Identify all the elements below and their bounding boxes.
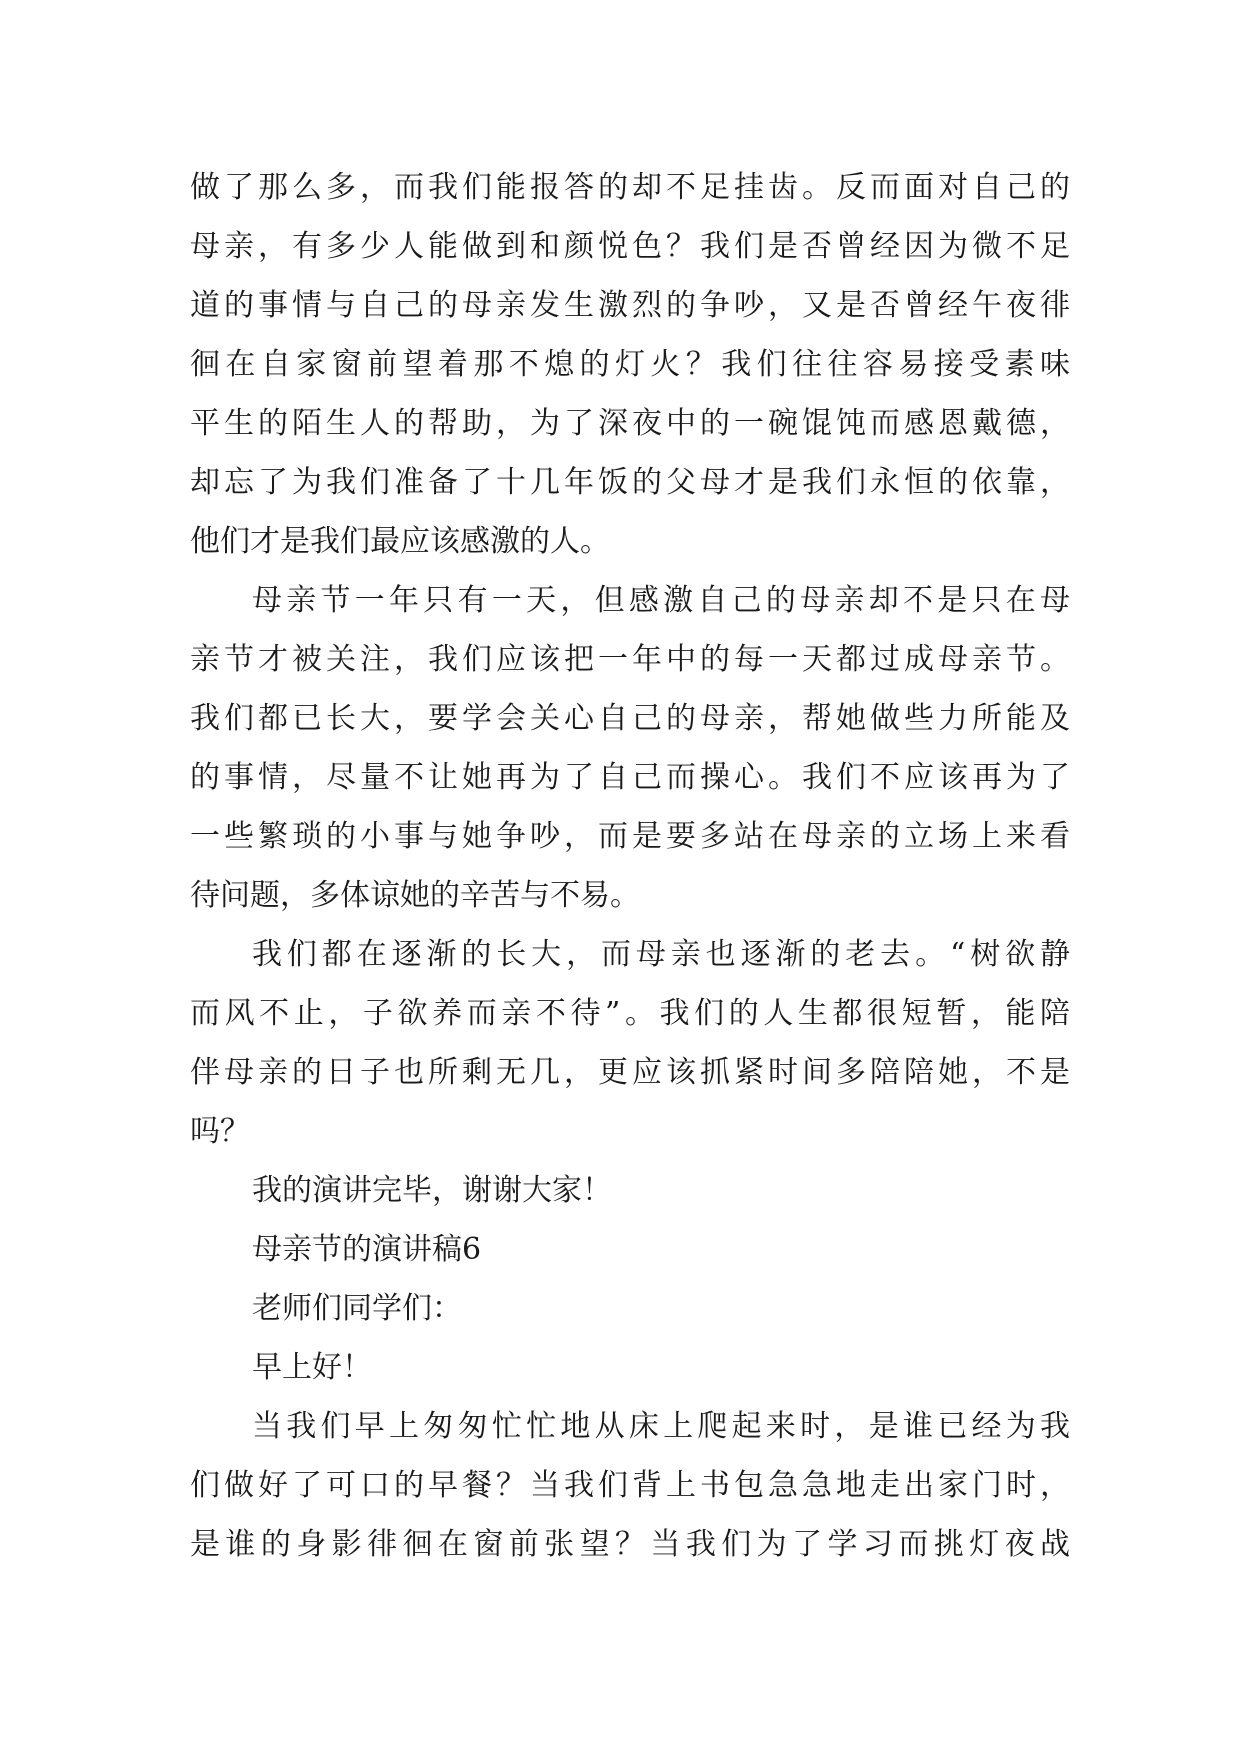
closing-line: 我的演讲完毕，谢谢大家！ [252, 1173, 612, 1208]
text-line: 是谁的身影徘徊在窗前张望？当我们为了学习而挑灯夜战 [190, 1527, 1070, 1562]
paragraph-first-line: 当我们早上匆匆忙忙地从床上爬起来时，是谁已经为我 [252, 1409, 1070, 1444]
text-line: 一些繁琐的小事与她争吵，而是要多站在母亲的立场上来看 [190, 819, 1070, 854]
greeting: 早上好！ [252, 1350, 372, 1385]
text-line: 平生的陌生人的帮助，为了深夜中的一碗馄饨而感恩戴德， [190, 406, 1070, 441]
paragraph-first-line: 我们都在逐渐的长大，而母亲也逐渐的老去。“树欲静 [252, 937, 1070, 972]
paragraph-first-line: 母亲节一年只有一天，但感激自己的母亲却不是只在母 [252, 583, 1070, 618]
text-line: 伴母亲的日子也所剩无几，更应该抓紧时间多陪陪她，不是 [190, 1055, 1070, 1090]
text-line: 徊在自家窗前望着那不熄的灯火？我们往往容易接受素味 [190, 347, 1070, 382]
text-line: 却忘了为我们准备了十几年饭的父母才是我们永恒的依靠， [190, 465, 1070, 500]
text-line: 的事情，尽量不让她再为了自己而操心。我们不应该再为了 [190, 760, 1070, 795]
text-line: 他们才是我们最应该感激的人。 [190, 524, 610, 559]
section-title: 母亲节的演讲稿6 [252, 1232, 482, 1267]
text-line: 们做好了可口的早餐？当我们背上书包急急地走出家门时， [190, 1468, 1070, 1503]
document-page [190, 158, 1070, 1574]
text-line: 而风不止，子欲养而亲不待”。我们的人生都很短暂，能陪 [190, 996, 1070, 1031]
text-line: 待问题，多体谅她的辛苦与不易。 [190, 878, 640, 913]
text-line: 亲节才被关注，我们应该把一年中的每一天都过成母亲节。 [190, 642, 1070, 677]
text-line: 母亲，有多少人能做到和颜悦色？我们是否曾经因为微不足 [190, 229, 1070, 264]
text-line: 做了那么多，而我们能报答的却不足挂齿。反而面对自己的 [190, 170, 1070, 205]
text-line: 我们都已长大，要学会关心自己的母亲，帮她做些力所能及 [190, 701, 1070, 736]
text-line: 道的事情与自己的母亲发生激烈的争吵，又是否曾经午夜徘 [190, 288, 1070, 323]
salutation: 老师们同学们： [252, 1291, 462, 1326]
text-line: 吗？ [190, 1114, 250, 1149]
